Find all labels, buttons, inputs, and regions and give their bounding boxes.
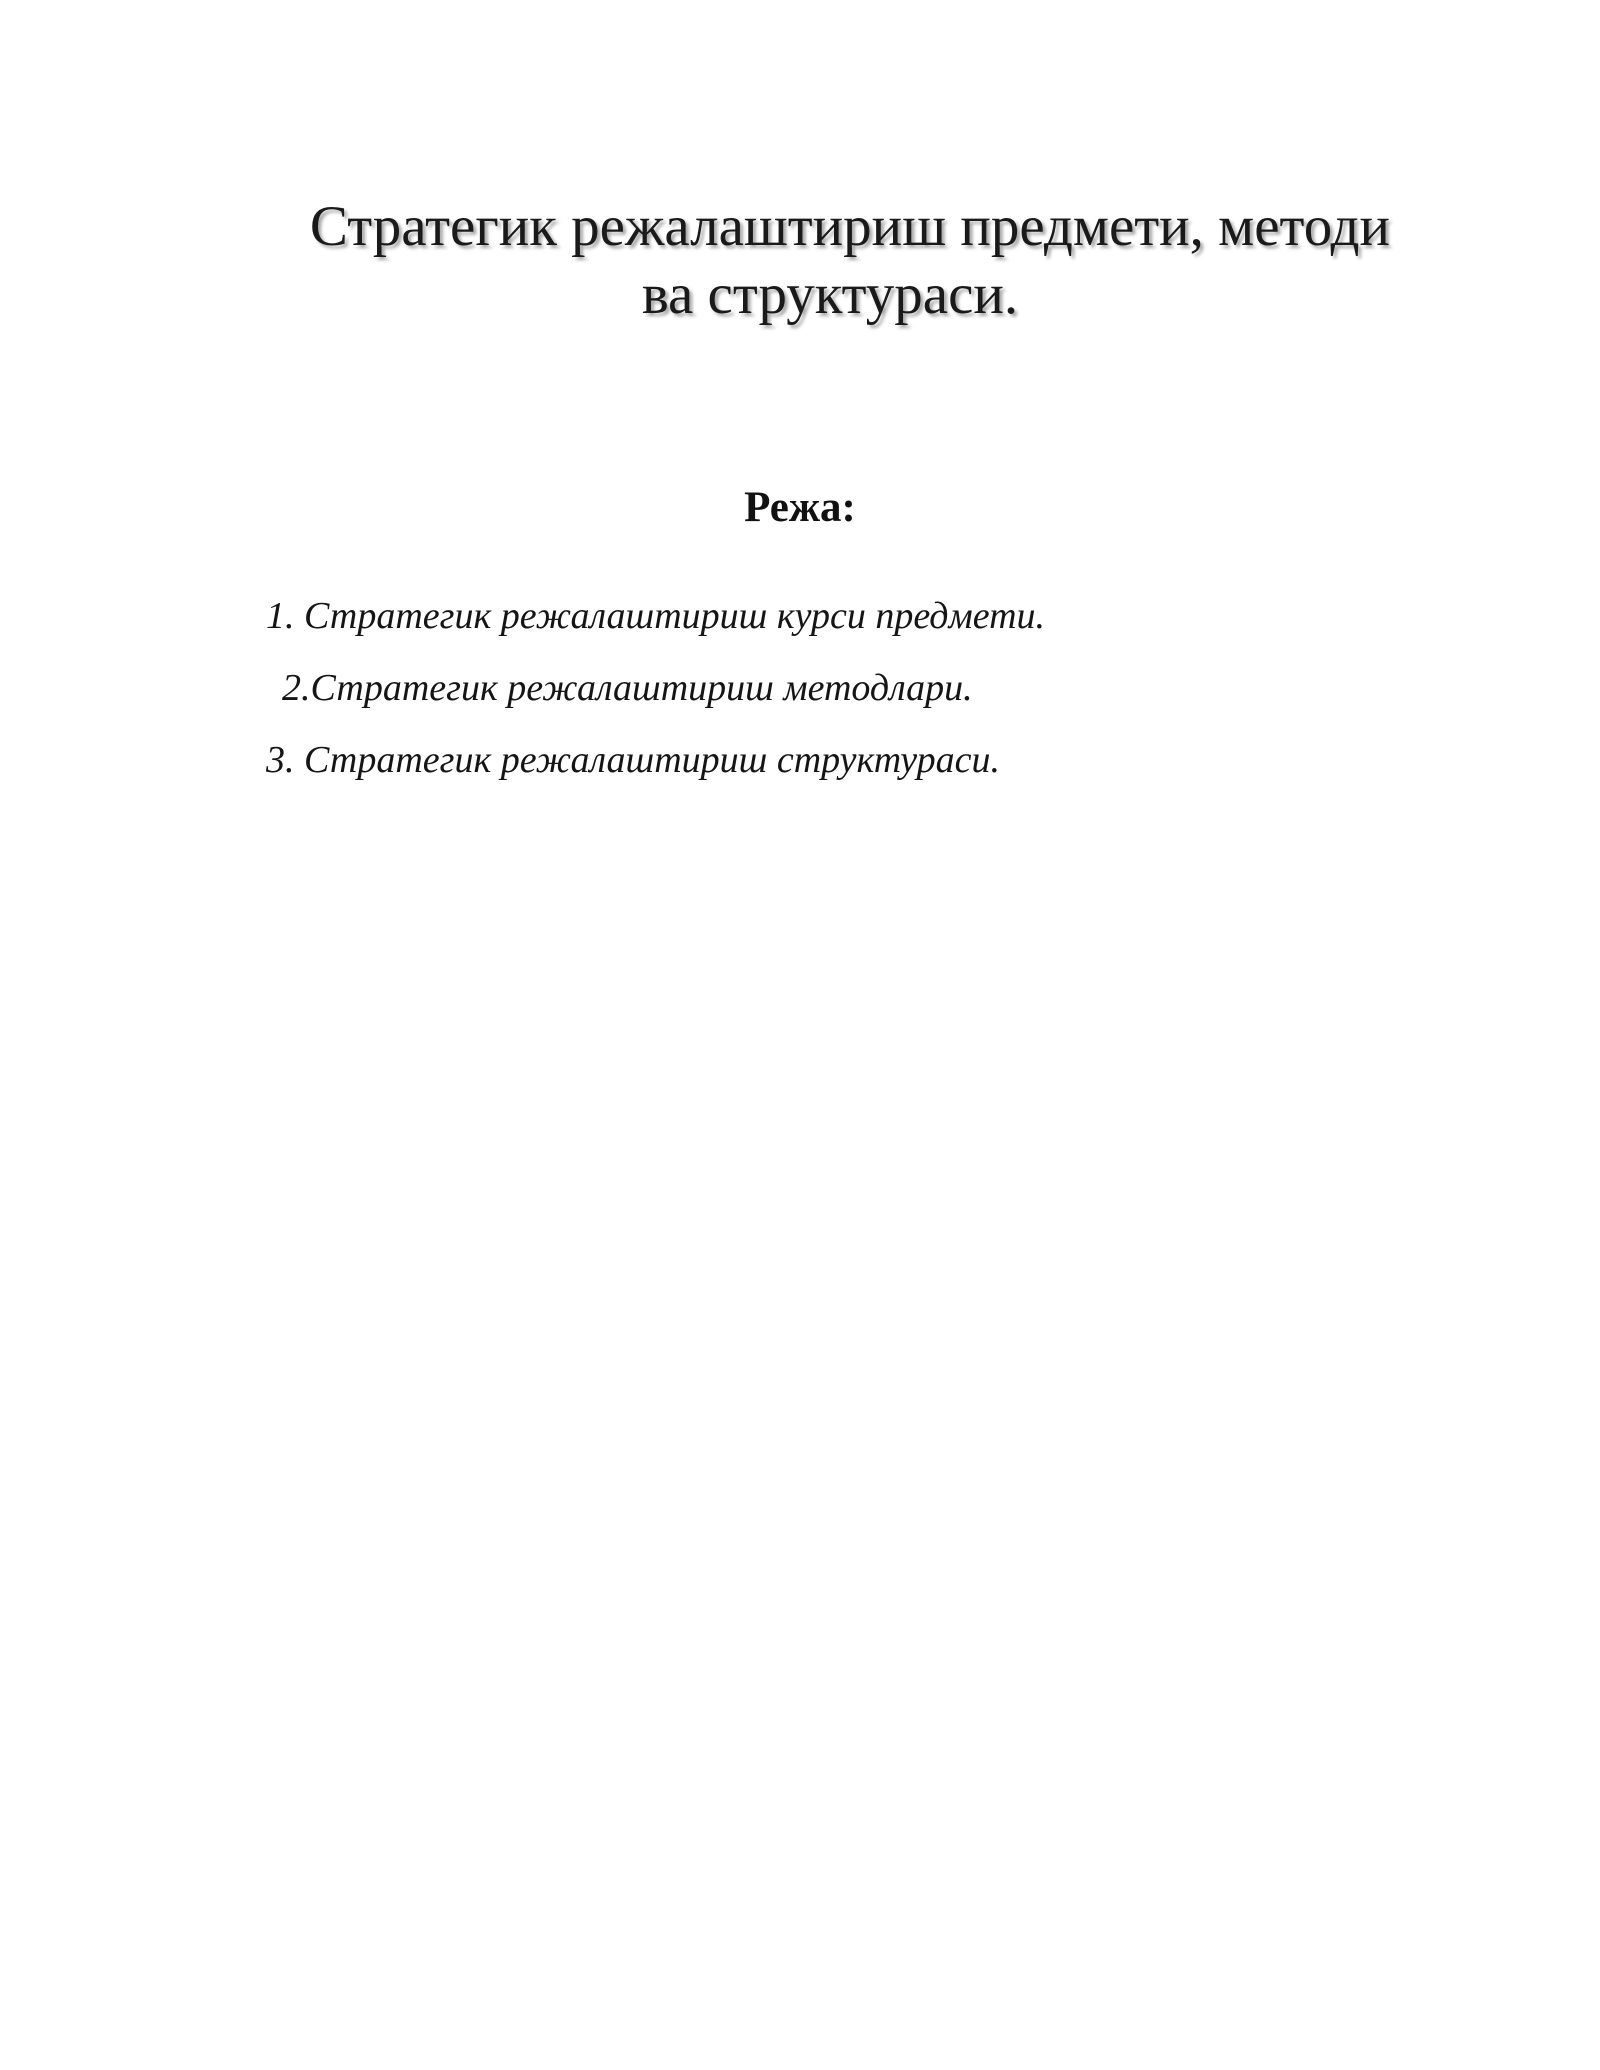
plan-item: 1. Стратегик режалаштириш курси предмети.	[266, 595, 1046, 637]
document-title-line-2: ва структураси.	[641, 263, 1019, 326]
document-title-line-1: Стратегик режалаштириш предмети, методи	[309, 195, 1391, 258]
plan-item: 3. Стратегик режалаштириш структураси.	[266, 739, 1001, 781]
plan-item: 2.Стратегик режалаштириш методлари.	[282, 667, 973, 709]
plan-heading: Режа:	[744, 484, 856, 531]
